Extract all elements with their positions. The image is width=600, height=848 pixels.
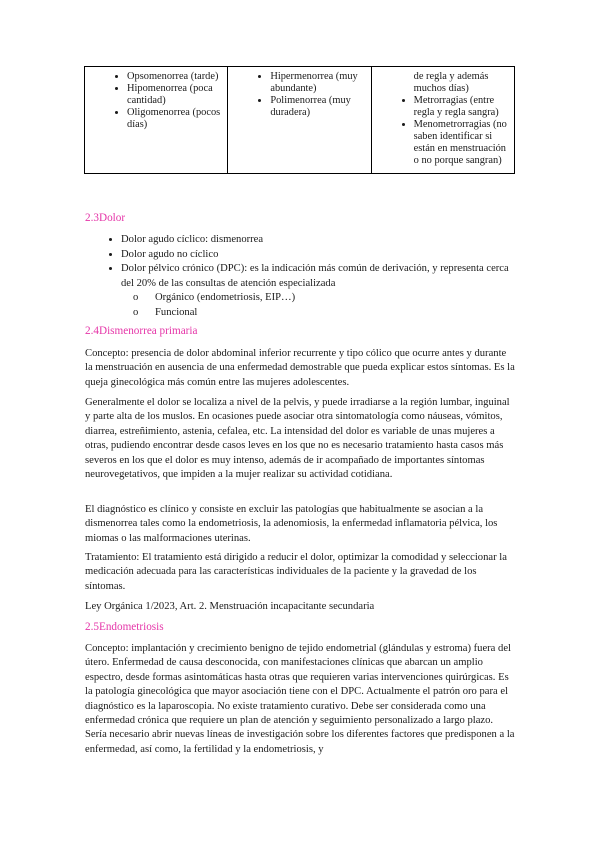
paragraph-tratamiento: Tratamiento: El tratamiento está dirigido a reducir el dolor, optimizar la comodidad y seleccionar la medicación adecuada para las características individuales de la paciente y la gravedad de los síntomas. — [85, 552, 507, 592]
list-item: • Dolor agudo no cíclico — [121, 248, 515, 263]
list-item: • Oligomenorrea (pocos días) — [127, 107, 223, 131]
section-heading-endometriosis: 2.5Endometriosis — [85, 621, 164, 633]
list-item: • Polimenorrea (muy duradera) — [270, 95, 366, 119]
menstrual-disorders-table — [84, 66, 515, 174]
sub-list-item: o Funcional — [155, 306, 515, 321]
paragraph-sintomas: Generalmente el dolor se localiza a nivel de la pelvis, y puede irradiarse a la región lumbar, inguinal y parte alta de los muslos. En ocasiones puede asociar otra sintomatología como náuseas, vómitos, diarrea, estreñimiento, astenia, cefalea, etc. La intensidad del dolor es variable de unas mujeres a otras, pudiendo encontrar desde casos leves en los que no es necesario tratamiento hasta casos más severos en los que el dolor es muy intenso, además de ir acompañado de importantes síntomas neurovegetativos, que impiden a la mujer realizar su actividad cotidiana. — [85, 397, 510, 481]
table-cell-col3 — [371, 67, 514, 174]
table-cell-col1 — [85, 67, 228, 174]
section-heading-dismenorrea: 2.4Dismenorrea primaria — [85, 325, 198, 337]
list-item — [121, 262, 515, 320]
list-item: • Opsomenorrea (tarde) — [127, 71, 223, 83]
table-cell-col2 — [228, 67, 371, 174]
sub-list-item: o Orgánico (endometriosis, EIP…) — [155, 291, 515, 306]
list-item: • Hipomenorrea (poca cantidad) — [127, 83, 223, 107]
paragraph-diagnostico: El diagnóstico es clínico y consiste en excluir las patologías que habitualmente se asocian a la dismenorrea tales como la endometriosis, la adenomiosis, la enfermedad inflamatoria pélvica, los miomas o las malformaciones uterinas. — [85, 504, 498, 544]
list-item-text: Dolor pélvico crónico (DPC): es la indicación más común de derivación, y representa cerca del 20% de las consultas de atención especializada — [121, 263, 509, 289]
list-item: • Menometrorragias (no saben identificar si están en menstruación o no porque sangran) — [414, 119, 510, 167]
list-item: • Hipermenorrea (muy abundante) — [270, 71, 366, 95]
continued-text: de regla y además muchos días) — [413, 71, 489, 94]
list-item: • Dolor agudo cíclico: dismenorrea — [121, 233, 515, 248]
section-heading-dolor: 2.3Dolor — [85, 212, 126, 224]
paragraph-concepto: Concepto: presencia de dolor abdominal inferior recurrente y tipo cólico que ocurre antes y durante la menstruación en ausencia de una enfermedad demostrable que pueda explicar estos síntomas. Es la queja ginecológica más común entre las mujeres adolescentes. — [85, 348, 515, 388]
paragraph-ley: Ley Orgánica 1/2023, Art. 2. Menstruación incapacitante secundaria — [85, 601, 375, 612]
dolor-list — [85, 233, 515, 321]
paragraph-endometriosis: Concepto: implantación y crecimiento benigno de tejido endometrial (glándulas y estroma) fuera del útero. Enfermedad de causa desconocida, con manifestaciones clínicas que abarcan un amplio espectro, desde formas asintomáticas hasta otras que requieren varias intervenciones quirúrgicas. Es la patología ginecológica que mayor asociación tiene con el DPC. Actualmente el patrón oro para el diagnóstico es la laparoscopia. No existe tratamiento curativo. Debe ser considerada como una enfermedad crónica que requiere un plan de atención y seguimiento personalizado a largo plazo. Sería necesario abrir nuevas líneas de investigación sobre los diferentes factores que predisponen a la enfermedad, así como, la fertilidad y la endometriosis, y — [85, 643, 515, 755]
list-item: • Metrorragias (entre regla y regla sangra) — [414, 95, 510, 119]
